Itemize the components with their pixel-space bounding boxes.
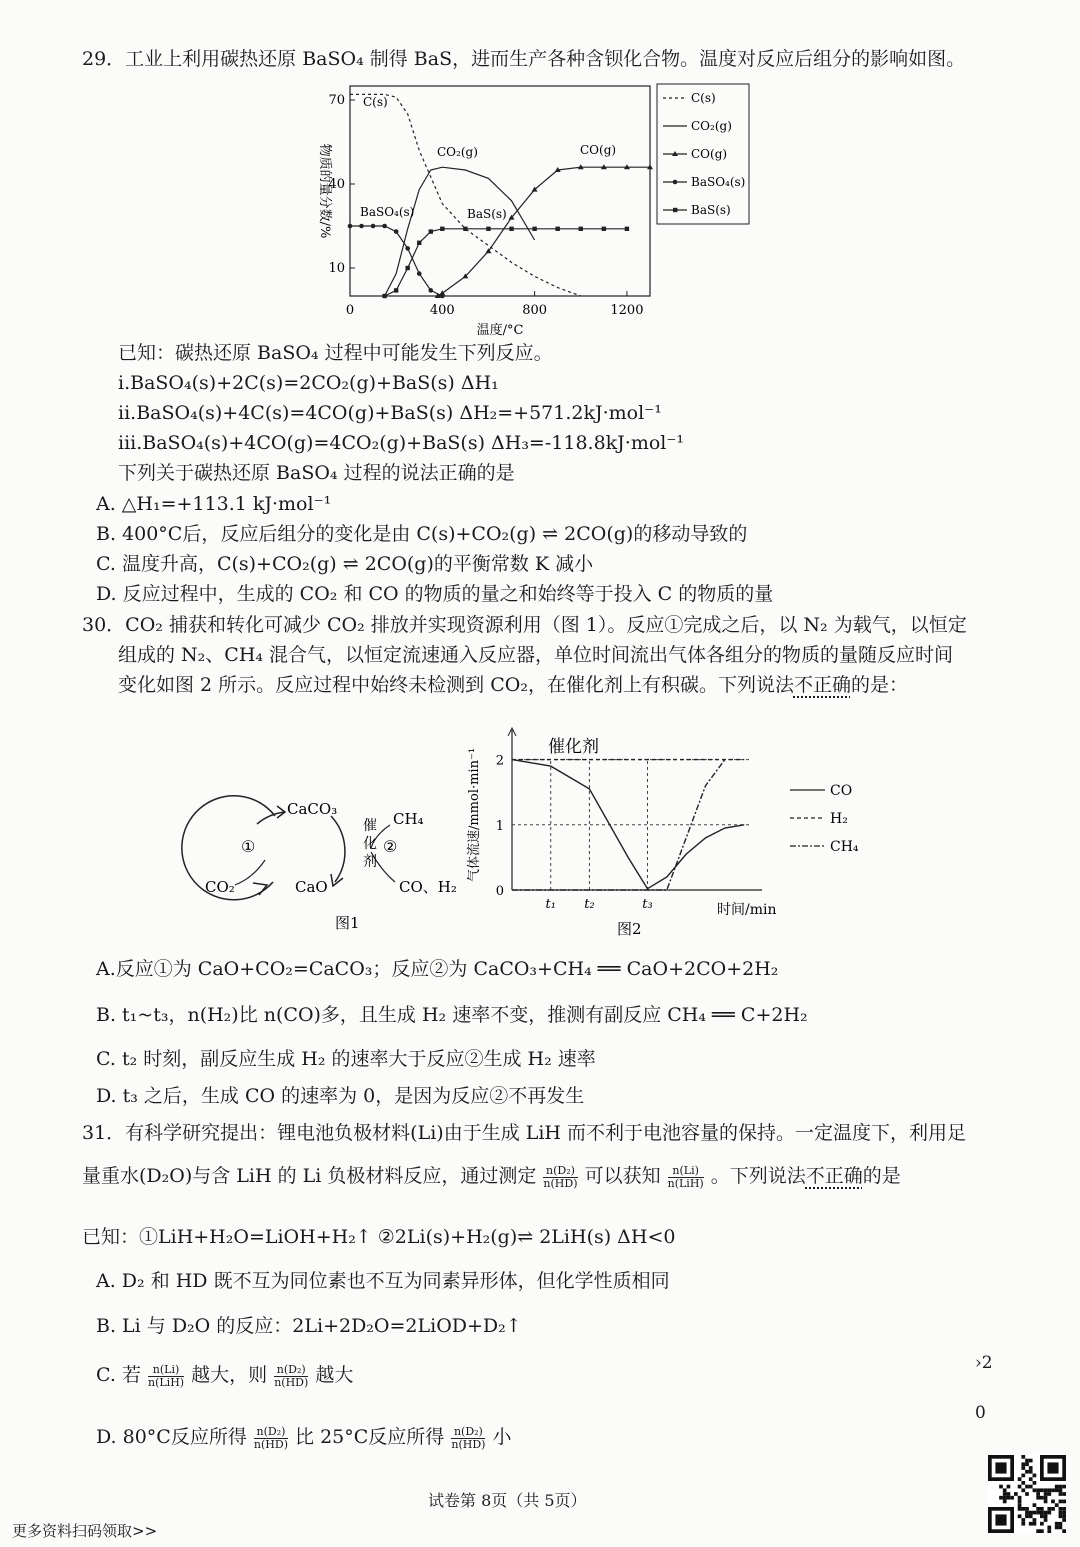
- chart1-series-line: [350, 226, 442, 296]
- chart1-x-axis-label: 温度/°C: [476, 323, 524, 338]
- chart2-legend-label: H₂: [830, 811, 848, 827]
- chart1-frame: [350, 86, 650, 296]
- caco3-label: CaCO₃: [287, 800, 338, 818]
- chart1-point: [463, 227, 467, 231]
- figure-1-caption: 图1: [335, 914, 360, 932]
- chart2-x-tick-label: t₃: [642, 897, 653, 912]
- q29-reaction-ii: ii.BaSO₄(s)+4C(s)=4CO(g)+BaS(s) ΔH₂=+571.2kJ·mol⁻¹: [118, 402, 662, 424]
- chart1-point: [359, 224, 364, 229]
- q29-reaction-iii: iii.BaSO₄(s)+4CO(g)=4CO₂(g)+BaS(s) ΔH₃=-118.8kJ·mol⁻¹: [118, 432, 685, 454]
- q31-option-a[interactable]: A. D₂ 和 HD 既不互为同位素也不互为同素异形体，但化学性质相同: [96, 1270, 670, 1292]
- products-label: CO、H₂: [399, 878, 457, 896]
- chart1-legend-label: CO(g): [691, 147, 728, 161]
- chart1-y-tick-label: 40: [328, 177, 345, 192]
- chart1-curve-label: BaS(s): [467, 207, 507, 221]
- more-resources-link[interactable]: 更多资料扫码领取>>: [12, 1522, 158, 1540]
- chart2-legend-label: CO: [830, 783, 853, 799]
- chart1-point: [348, 224, 353, 229]
- co2-label: CO₂: [205, 878, 235, 896]
- page-number: 试卷第 8页（共 5页）: [428, 1491, 587, 1510]
- q29-option-a[interactable]: A. △H₁=+113.1 kJ·mol⁻¹: [96, 493, 332, 515]
- chart1-x-tick-label: 800: [522, 303, 548, 318]
- catalyst-label-1: 催: [363, 818, 377, 834]
- margin-mark-b: 0: [975, 1403, 986, 1423]
- chart1-legend-label: BaS(s): [691, 203, 731, 217]
- step1-marker: ①: [241, 837, 256, 856]
- chart1-x-tick-label: 1200: [610, 303, 644, 318]
- chart1-legend-marker: [673, 180, 678, 185]
- chart1-point: [394, 229, 399, 234]
- chart1-point: [625, 227, 629, 231]
- q30-stem-line2: 组成的 N₂、CH₄ 混合气，以恒定流速通入反应器，单位时间流出气体各组分的物质的量随反应时间: [118, 644, 954, 666]
- chart1-point: [417, 271, 422, 276]
- q31-known: 已知：①LiH+H₂O=LiOH+H₂↑ ②2Li(s)+H₂(g)⇌ 2LiH(s) ΔH<0: [82, 1226, 676, 1248]
- figure-1-cycle-diagram: [195, 790, 475, 940]
- chart1-point: [532, 227, 536, 231]
- margin-mark-a: ›2: [975, 1353, 993, 1373]
- chart1-point: [486, 227, 490, 231]
- chart1-point: [429, 229, 433, 233]
- chart1-point: [394, 288, 398, 292]
- cao-label: CaO: [295, 878, 328, 896]
- q30-stem-line1: 30．CO₂ 捕获和转化可减少 CO₂ 排放并实现资源利用（图 1）。反应①完成之后，以 N₂ 为载气，以恒定: [82, 614, 967, 636]
- qr-code[interactable]: [988, 1455, 1066, 1533]
- chart1-series-line: [350, 94, 581, 296]
- chart1-legend-label: BaSO₄(s): [691, 175, 746, 189]
- q29-option-d[interactable]: D. 反应过程中，生成的 CO₂ 和 CO 的物质的量之和始终等于投入 C 的物质的量: [96, 583, 774, 605]
- chart1-legend-marker: [673, 208, 677, 212]
- chart1-point: [440, 294, 445, 299]
- q30-option-c[interactable]: C. t₂ 时刻，副反应生成 H₂ 的速率大于反应②生成 H₂ 速率: [96, 1048, 596, 1070]
- chart2-legend-label: CH₄: [830, 839, 859, 855]
- q31-option-c[interactable]: C. 若 $\frac{n(Li)}{\text{n(LiH)}}$ 越大，则 $\frac{\text{n(D₂)}}{n(HD)}$ 越大: [96, 1362, 354, 1389]
- q30-option-d[interactable]: D. t₃ 之后，生成 CO 的速率为 0，是因为反应②不再发生: [96, 1085, 585, 1107]
- chart2-x-axis-label: 时间/min: [717, 902, 777, 918]
- chart1-point: [602, 227, 606, 231]
- chart1-point: [405, 246, 410, 251]
- chart1-y-tick-label: 10: [328, 261, 345, 276]
- chart1-point: [440, 227, 444, 231]
- chart2-title: 催化剂: [548, 737, 599, 757]
- chart1-x-tick-label: 0: [345, 303, 355, 318]
- chart1-curve-label: CO(g): [580, 143, 617, 157]
- chart1-point: [555, 227, 559, 231]
- q30-option-b[interactable]: B. t₁~t₃，n(H₂)比 n(CO)多，且生成 H₂ 速率不变，推测有副反应 CH₄ ══ C+2H₂: [96, 1004, 808, 1026]
- chart2-y-axis-label: 气体流速/mmol·min⁻¹: [467, 747, 482, 883]
- figure-2-caption: 图2: [617, 920, 642, 938]
- catalyst-label-2: 化: [363, 836, 377, 852]
- chart2-y-tick-label: 2: [495, 753, 504, 769]
- chart1-point: [417, 241, 421, 245]
- chart1-y-axis-label: 物质的量分数/%: [317, 143, 332, 239]
- catalyst-label-3: 剂: [363, 854, 377, 870]
- q29-stem: 29．工业上利用碳热还原 BaSO₄ 制得 BaS，进而生产各种含钡化合物。温度对反应后组分的影响如图。: [82, 48, 966, 70]
- chart2-y-tick-label: 1: [495, 818, 504, 834]
- chart2-x-tick-label: t₁: [545, 897, 556, 912]
- chart1-point: [382, 294, 386, 298]
- chart1-point: [405, 266, 409, 270]
- q29-option-b[interactable]: B. 400°C后，反应后组分的变化是由 C(s)+CO₂(g) ⇌ 2CO(g)的移动导致的: [96, 523, 748, 545]
- chart1-point: [428, 288, 433, 293]
- ch4-label: CH₄: [393, 810, 424, 828]
- chart1-x-tick-label: 400: [429, 303, 455, 318]
- chart2-x-tick-label: t₂: [584, 897, 595, 912]
- chart1-point: [382, 224, 387, 229]
- chart1-curve-label: BaSO₄(s): [360, 205, 415, 219]
- step2-marker: ②: [383, 837, 398, 856]
- chart1-legend-label: C(s): [691, 91, 716, 105]
- gas-flow-chart: [462, 722, 872, 942]
- q30-stem-line3: 变化如图 2 所示。反应过程中始终未检测到 CO₂，在催化剂上有积碳。下列说法不正确的是：: [118, 674, 908, 696]
- q31-stem-line2: 量重水(D₂O)与含 LiH 的 Li 负极材料反应，通过测定 $\frac{\text{n(D₂)}}{n(HD)}$ 可以获知 $\frac{n(Li)}{\text{n(LiH)}}$ 。下列说法不正确的是: [82, 1163, 901, 1190]
- q30-option-a[interactable]: A.反应①为 CaO+CO₂=CaCO₃；反应②为 CaCO₃+CH₄ ══ CaO+2CO+2H₂: [96, 958, 779, 980]
- chart1-point: [579, 227, 583, 231]
- chart1-series-line: [438, 167, 650, 296]
- chart1-curve-label: C(s): [363, 95, 388, 109]
- chart1-point: [509, 227, 513, 231]
- q31-option-b[interactable]: B. Li 与 D₂O 的反应：2Li+2D₂O=2LiOD+D₂↑: [96, 1315, 522, 1337]
- temperature-composition-chart: [305, 78, 755, 338]
- q31-option-d[interactable]: D. 80°C反应所得 $\frac{\text{n(D₂)}}{n(HD)}$ 比 25°C反应所得 $\frac{\text{n(D₂)}}{n(HD)}$ 小: [96, 1424, 512, 1451]
- chart1-series-line: [385, 229, 627, 296]
- chart1-point: [371, 224, 376, 229]
- chart1-legend-label: CO₂(g): [691, 119, 732, 133]
- chart1-y-tick-label: 70: [328, 93, 345, 108]
- chart1-curve-label: CO₂(g): [437, 145, 478, 159]
- q31-stem-line1: 31．有科学研究提出：锂电池负极材料(Li)由于生成 LiH 而不利于电池容量的保持。一定温度下，利用足: [82, 1122, 967, 1144]
- chart1-series-line: [385, 167, 535, 296]
- q29-option-c[interactable]: C. 温度升高，C(s)+CO₂(g) ⇌ 2CO(g)的平衡常数 K 减小: [96, 553, 594, 575]
- q29-known: 已知：碳热还原 BaSO₄ 过程中可能发生下列反应。: [118, 342, 553, 364]
- q29-reaction-i: i.BaSO₄(s)+2C(s)=2CO₂(g)+BaS(s) ΔH₁: [118, 372, 499, 394]
- chart2-series-line: [512, 760, 744, 889]
- q29-question: 下列关于碳热还原 BaSO₄ 过程的说法正确的是: [118, 462, 515, 484]
- chart2-y-tick-label: 0: [495, 884, 504, 899]
